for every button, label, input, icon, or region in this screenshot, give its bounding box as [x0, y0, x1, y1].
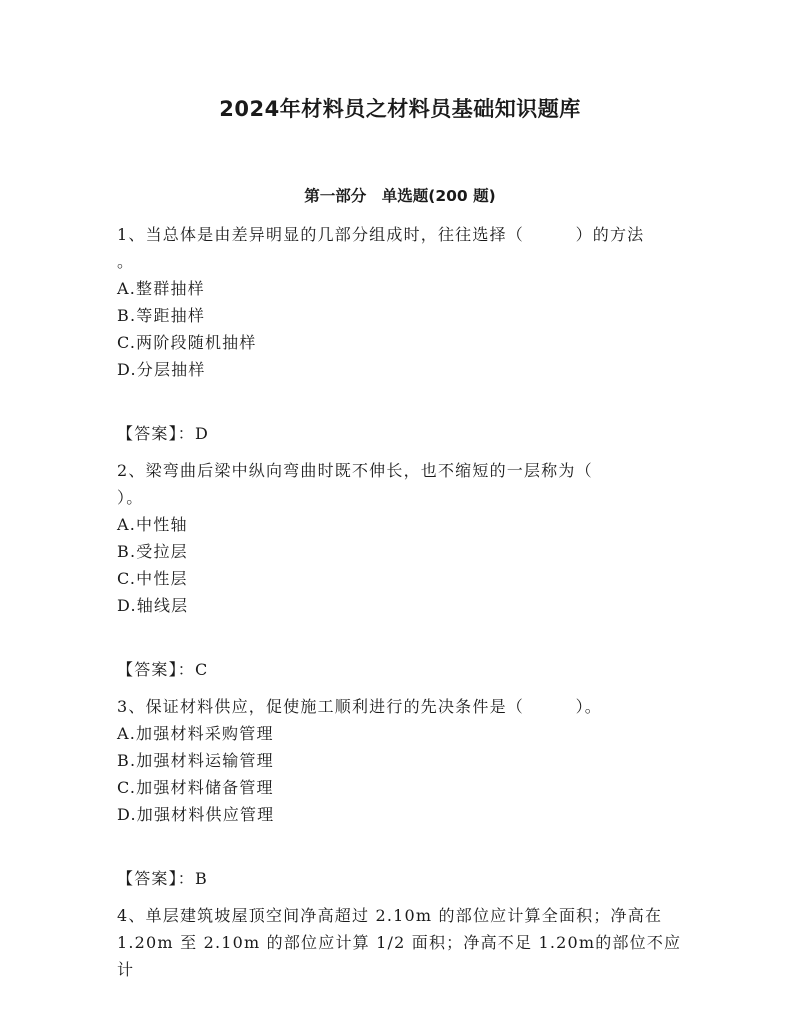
document-title: 2024年材料员之材料员基础知识题库 [219, 97, 581, 121]
option-a: A.中性轴 [117, 515, 188, 534]
answer-line: 【答案】：C [117, 660, 209, 679]
answer-line: 【答案】：D [117, 424, 210, 443]
question-stem-continued: 1.20m 至 2.10m 的部位应计算 1/2 面积；净高不足 1.20m的部位不应计 [117, 933, 682, 979]
question-stem: 2、梁弯曲后梁中纵向弯曲时既不伸长，也不缩短的一层称为（ [117, 461, 593, 480]
option-c: C.中性层 [117, 569, 188, 588]
option-b: B.受拉层 [117, 542, 188, 561]
option-c: C.两阶段随机抽样 [117, 333, 257, 352]
question-stem: 1、当总体是由差异明显的几部分组成时，往往选择（ ）的方法 [117, 225, 645, 244]
option-b: B.加强材料运输管理 [117, 751, 274, 770]
question-stem-continued: ）。 [117, 488, 144, 507]
answer-line: 【答案】：B [117, 869, 208, 888]
option-d: D.轴线层 [117, 596, 189, 615]
option-b: B.等距抽样 [117, 306, 206, 325]
question-stem: 4、单层建筑坡屋顶空间净高超过 2.10m 的部位应计算全面积；净高在 [117, 906, 663, 925]
option-a: A.加强材料采购管理 [117, 724, 274, 743]
question-1 [117, 221, 687, 447]
option-a: A.整群抽样 [117, 279, 205, 298]
question-4 [117, 902, 687, 983]
option-c: C.加强材料储备管理 [117, 778, 274, 797]
question-2 [117, 457, 687, 683]
question-stem-continued: 。 [117, 252, 135, 271]
section-title: 第一部分 单选题(200 题) [304, 187, 496, 205]
option-d: D.分层抽样 [117, 360, 206, 379]
question-list [117, 221, 687, 983]
option-d: D.加强材料供应管理 [117, 805, 275, 824]
question-3 [117, 693, 687, 892]
question-stem: 3、保证材料供应，促使施工顺利进行的先决条件是（ ）。 [117, 697, 602, 716]
